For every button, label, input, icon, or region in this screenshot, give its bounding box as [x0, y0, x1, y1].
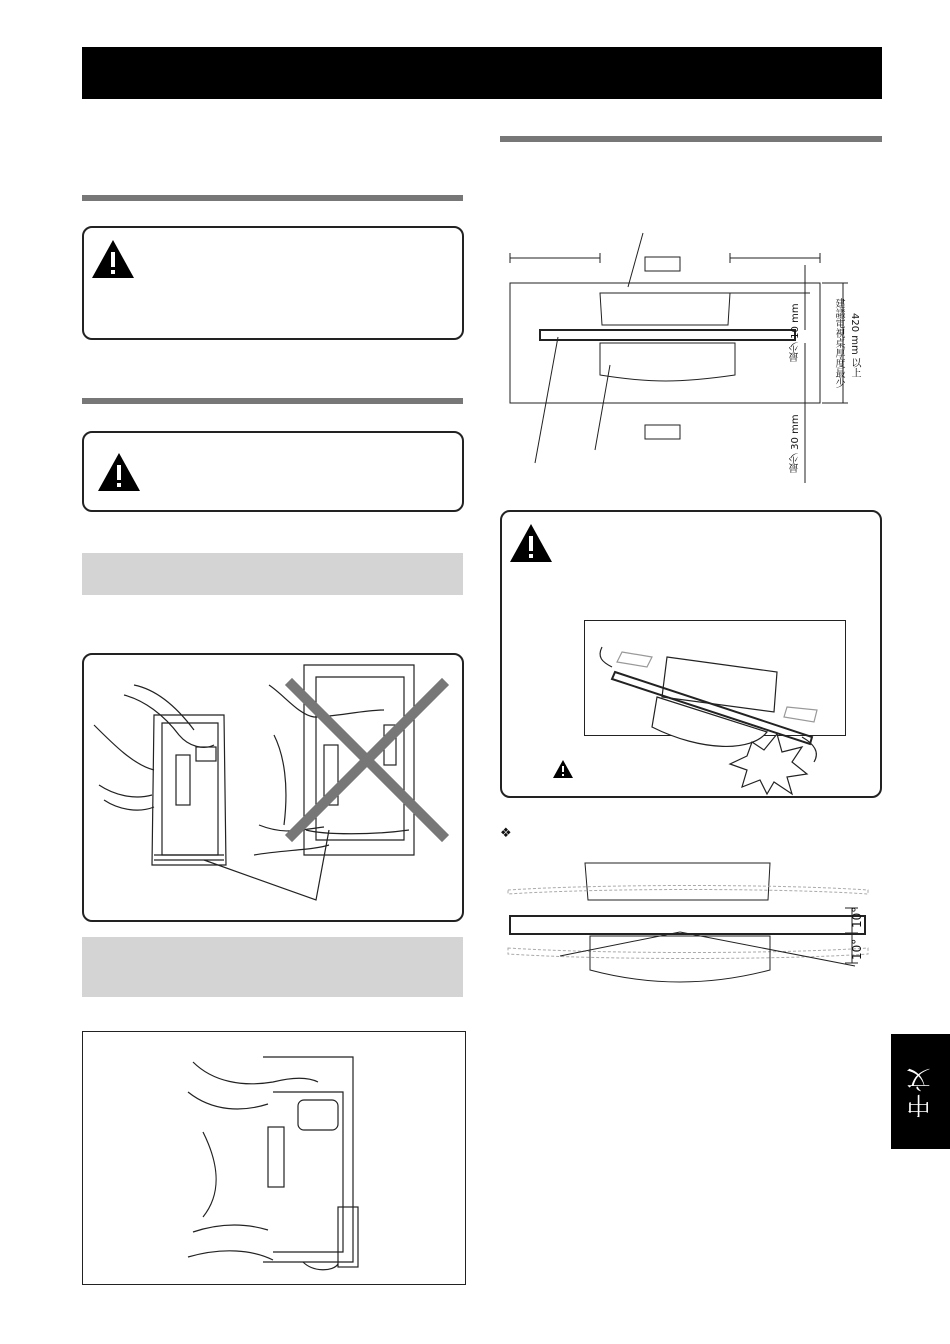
angle-label-lower: 10°: [850, 938, 864, 960]
clearance-diagram: [500, 225, 880, 485]
subsection-bar-2: [82, 937, 463, 997]
section-rule-1: [82, 195, 463, 201]
caution-box-3: [500, 510, 882, 798]
lifting-illustration: [84, 655, 462, 920]
dim-min-10: 最少 10 mm: [790, 303, 801, 362]
warning-icon: [96, 451, 142, 493]
clearance-diagram-svg: [500, 225, 880, 485]
dim-table-depth: 建議電視桌厚度最少: [833, 298, 844, 388]
caution-box-2: [82, 431, 464, 512]
illustration-box-lifting: [82, 653, 464, 922]
angle-label-upper: 10°: [850, 906, 864, 928]
tipping-illustration: [502, 512, 880, 796]
dim-420: 420 mm 以上: [849, 312, 860, 378]
language-tab: [891, 1034, 950, 1149]
dim-min-30: 最少 30 mm: [790, 414, 801, 474]
illustration-box-grip: [82, 1031, 466, 1285]
section-rule-2: [82, 398, 463, 404]
section-rule-3: [500, 136, 882, 142]
warning-icon: [90, 238, 136, 280]
header-bar: [82, 47, 882, 99]
subsection-bar-1: [82, 553, 463, 595]
swivel-diagram-svg: [500, 858, 880, 988]
swivel-diagram: [500, 858, 880, 988]
language-tab-label: 中文: [907, 1065, 935, 1118]
note-bullet: ❖: [500, 826, 512, 841]
grip-illustration: [83, 1032, 465, 1284]
caution-box-1: [82, 226, 464, 340]
